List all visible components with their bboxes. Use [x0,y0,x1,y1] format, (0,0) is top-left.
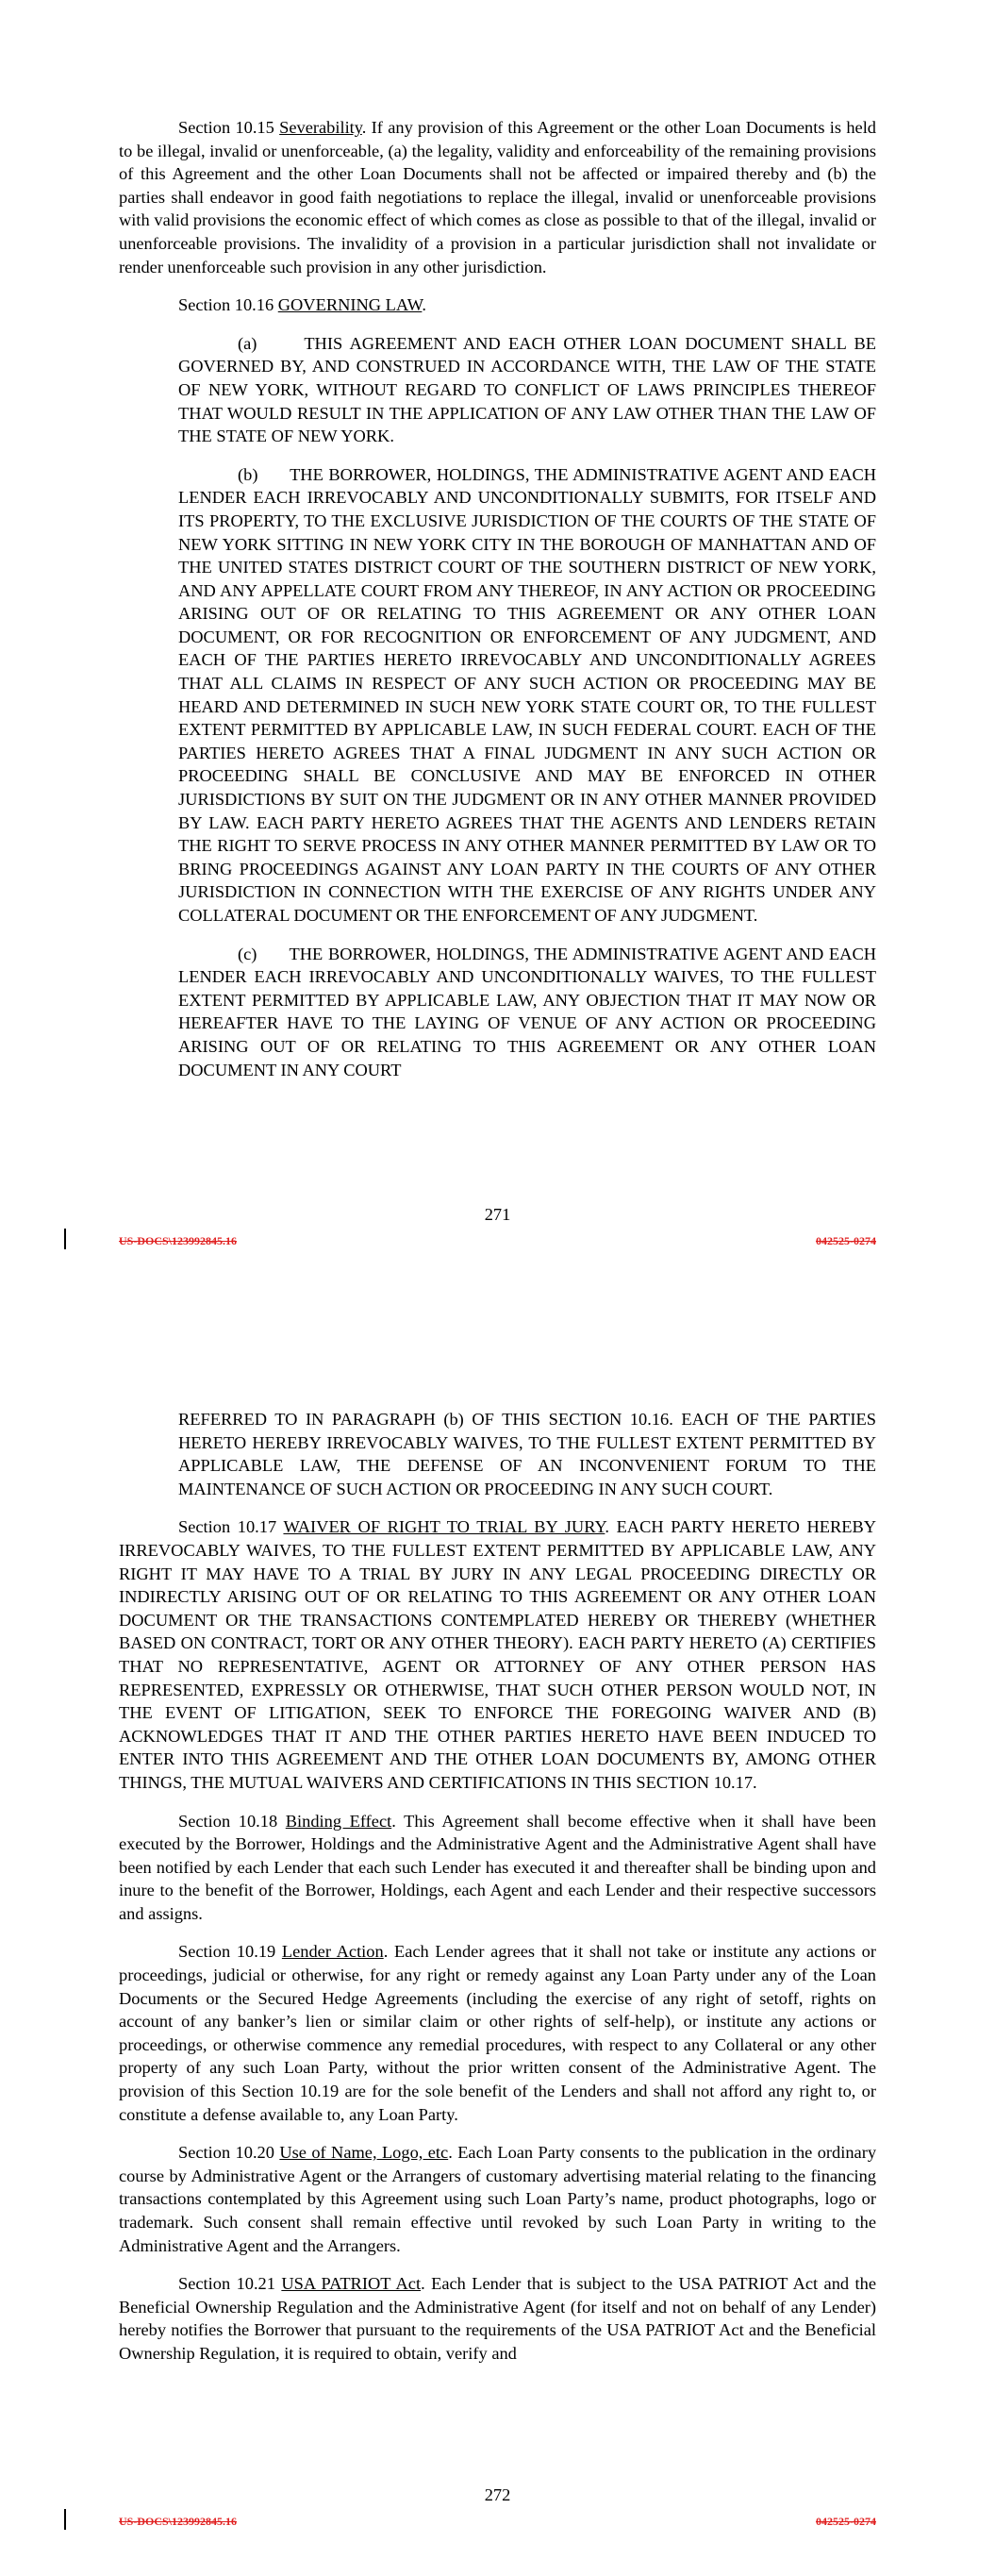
section-10-17-title: WAIVER OF RIGHT TO TRIAL BY JURY [283,1517,605,1537]
section-10-18-number: Section 10.18 [178,1811,278,1831]
section-10-16-para-b: (b) THE BORROWER, HOLDINGS, THE ADMINISTRATIVE AGENT AND EACH LENDER EACH IRREVOCABLY AND UNCONDITIONALLY SUBMITS, FOR ITSELF AND ITS PROPERTY, TO THE EXCLUSIVE JURISDICTION OF THE COURTS OF THE STATE OF NEW YORK SITTING IN NEW YORK CITY IN THE BOROUGH OF MANHATTAN AND OF THE UNITED STATES DISTRICT COURT OF THE SOUTHERN DISTRICT OF NEW YORK, AND ANY APPELLATE COURT FROM ANY THEREOF, IN ANY ACTION OR PROCEEDING ARISING OUT OF OR RELATING TO THIS AGREEMENT OR ANY OTHER LOAN DOCUMENT, OR FOR RECOGNITION OR ENFORCEMENT OF ANY JUDGMENT, AND EACH OF THE PARTIES HERETO IRREVOCABLY AND UNCONDITIONALLY AGREES THAT ALL CLAIMS IN RESPECT OF ANY SUCH ACTION OR PROCEEDING MAY BE HEARD AND DETERMINED IN SUCH NEW YORK STATE COURT OR, TO THE FULLEST EXTENT PERMITTED BY APPLICABLE LAW, IN SUCH FEDERAL COURT. EACH OF THE PARTIES HERETO AGREES THAT A FINAL JUDGMENT IN ANY SUCH ACTION OR PROCEEDING SHALL BE CONCLUSIVE AND MAY BE ENFORCED IN OTHER JURISDICTIONS BY SUIT ON THE JUDGMENT OR IN ANY OTHER MANNER PROVIDED BY LAW. EACH PARTY HERETO AGREES THAT THE AGENTS AND LENDERS RETAIN THE RIGHT TO SERVE PROCESS IN ANY OTHER MANNER PERMITTED BY LAW OR TO BRING PROCEEDINGS AGAINST ANY LOAN PARTY IN THE COURTS OF ANY OTHER JURISDICTION IN CONNECTION WITH THE EXERCISE OF ANY RIGHTS UNDER ANY COLLATERAL DOCUMENT OR THE ENFORCEMENT OF ANY JUDGMENT. [178,464,876,925]
section-10-20-title: Use of Name, Logo, etc [279,2143,449,2163]
section-10-16-para-c: (c) THE BORROWER, HOLDINGS, THE ADMINISTRATIVE AGENT AND EACH LENDER EACH IRREVOCABLY AND UNCONDITIONALLY WAIVES, TO THE FULLEST EXTENT PERMITTED BY APPLICABLE LAW, ANY OBJECTION THAT IT MAY NOW OR HEREAFTER HAVE TO THE LAYING OF VENUE OF ANY ACTION OR PROCEEDING ARISING OUT OF OR RELATING TO THIS AGREEMENT OR ANY OTHER LOAN DOCUMENT IN ANY COURT [178,944,876,1079]
section-10-18 [119,1810,876,1926]
page-271-body [119,116,876,1081]
section-10-16-para-a: (a) THIS AGREEMENT AND EACH OTHER LOAN DOCUMENT SHALL BE GOVERNED BY, AND CONSTRUED IN ACCORDANCE WITH, THE LAW OF THE STATE OF NEW YORK, WITHOUT REGARD TO CONFLICT OF LAWS PRINCIPLES THEREOF THAT WOULD RESULT IN THE APPLICATION OF ANY LAW OTHER THAN THE LAW OF THE STATE OF NEW YORK. [178,333,876,446]
section-10-20 [119,2141,876,2257]
document-number: 042525-0274 [816,2515,876,2528]
section-10-19-number: Section 10.19 [178,1942,276,1962]
section-10-17 [119,1515,876,1794]
section-10-19-title: Lender Action [281,1942,384,1962]
change-bar [64,2509,66,2530]
page-footer [0,1234,995,1253]
section-10-16-period: . [422,295,426,315]
page-footer [0,2515,995,2534]
section-10-17-text: . EACH PARTY HERETO HEREBY IRREVOCABLY WAIVES, TO THE FULLEST EXTENT PERMITTED BY APPLICABLE LAW, ANY RIGHT IT MAY HAVE TO A TRIAL BY JURY IN ANY LEGAL PROCEEDING DIRECTLY OR INDIRECTLY ARISING OUT OF OR RELATING TO THIS AGREEMENT OR ANY OTHER LOAN DOCUMENT OR THE TRANSACTIONS CONTEMPLATED HEREBY OR THEREBY (WHETHER BASED ON CONTRACT, TORT OR ANY OTHER THEORY). EACH PARTY HERETO (A) CERTIFIES THAT NO REPRESENTATIVE, AGENT OR ATTORNEY OF ANY OTHER PERSON HAS REPRESENTED, EXPRESSLY OR OTHERWISE, THAT SUCH OTHER PERSON WOULD NOT, IN THE EVENT OF LITIGATION, SEEK TO ENFORCE THE FOREGOING WAIVER AND (B) ACKNOWLEDGES THAT IT AND THE OTHER PARTIES HERETO HAVE BEEN INDUCED TO ENTER INTO THIS AGREEMENT AND THE OTHER LOAN DOCUMENTS BY, AMONG OTHER THINGS, THE MUTUAL WAIVERS AND CERTIFICATIONS IN THIS SECTION 10.17. [119,1517,877,1792]
section-10-18-text: . This Agreement shall become effective when it shall have been executed by the Borrower, Holdings and the Administrative Agent and the Administrative Agent shall have been notified by each Lender that each such Lender has executed it and thereafter shall be binding upon and inure to the benefit of the Borrower, Holdings, each Agent and each Lender and their respective successors and assigns. [119,1811,876,1923]
section-10-20-number: Section 10.20 [178,2143,274,2163]
page-272-body [119,1408,876,2366]
section-10-21-title: USA PATRIOT Act [281,2274,422,2294]
page-number: 272 [484,2485,511,2504]
section-10-20-text: . Each Loan Party consents to the publication in the ordinary course by Administrative Agent or the Arrangers of customary advertising material relating to the financing transactions contemplated by this Agreement using such Loan Party’s name, product photographs, logo or trademark. Such consent shall remain effective until revoked by such Loan Party in writing to the Administrative Agent and the Arrangers. [119,2143,877,2255]
section-10-15-text: . If any provision of this Agreement or the other Loan Documents is held to be illegal, invalid or unenforceable, (a) the legality, validity and enforceability of the remaining provisions of this Agreement and the other Loan Documents shall not be affected or impaired thereby and (b) the parties shall endeavor in good faith negotiations to replace the illegal, invalid or unenforceable provisions with valid provisions the economic effect of which comes as close as possible to that of the illegal, invalid or unenforceable provisions. The invalidity of a provision in a particular jurisdiction shall not invalidate or render unenforceable such provision in any other jurisdiction. [119,118,876,276]
section-10-19 [119,1940,876,2126]
document-number: 042525-0274 [816,1234,876,1247]
section-10-21 [119,2272,876,2365]
document-id: US-DOCS\123992845.16 [119,2515,238,2528]
change-bar [64,1229,66,1249]
page-272 [0,1288,995,2576]
page-number: 271 [484,1205,511,1224]
section-10-15-number: Section 10.15 [178,118,274,137]
section-10-19-text: . Each Lender agrees that it shall not take or institute any actions or proceedings, judicial or otherwise, for any right or remedy against any Loan Party under any of the Loan Documents or the Secured Hedge Agreements (including the exercise of any right of setoff, rights on account of any banker’s lien or similar claim or other rights of self-help), or institute any actions or proceedings, or otherwise commence any remedial procedures, with respect to any Collateral or any other property of any such Loan Party, without the prior written consent of the Administrative Agent. The provision of this Section 10.19 are for the sole benefit of the Lenders and shall not afford any right to, or constitute a defense available to, any Loan Party. [119,1942,876,2124]
section-10-21-number: Section 10.21 [178,2274,275,2294]
document-id: US-DOCS\123992845.16 [119,1234,238,1247]
section-10-17-number: Section 10.17 [178,1517,277,1537]
section-10-18-title: Binding Effect [285,1811,392,1831]
section-10-16-title: GOVERNING LAW [277,295,423,315]
section-10-15 [119,116,876,278]
section-10-16-continuation: REFERRED TO IN PARAGRAPH (b) OF THIS SECTION 10.16. EACH OF THE PARTIES HERETO HEREBY IRREVOCABLY WAIVES, TO THE FULLEST EXTENT PERMITTED BY APPLICABLE LAW, THE DEFENSE OF AN INCONVENIENT FORUM TO THE MAINTENANCE OF SUCH ACTION OR PROCEEDING IN ANY SUCH COURT. [178,1410,876,1498]
section-10-16-number: Section 10.16 [178,295,274,315]
section-10-21-text: . Each Lender that is subject to the USA PATRIOT Act and the Beneficial Ownership Regulation and the Administrative Agent (for itself and not on behalf of any Lender) hereby notifies the Borrower that pursuant to the requirements of the USA PATRIOT Act and the Beneficial Ownership Regulation, it is required to obtain, verify and [119,2274,876,2363]
section-10-15-title: Severability [279,118,362,137]
section-10-16-heading [119,293,876,317]
